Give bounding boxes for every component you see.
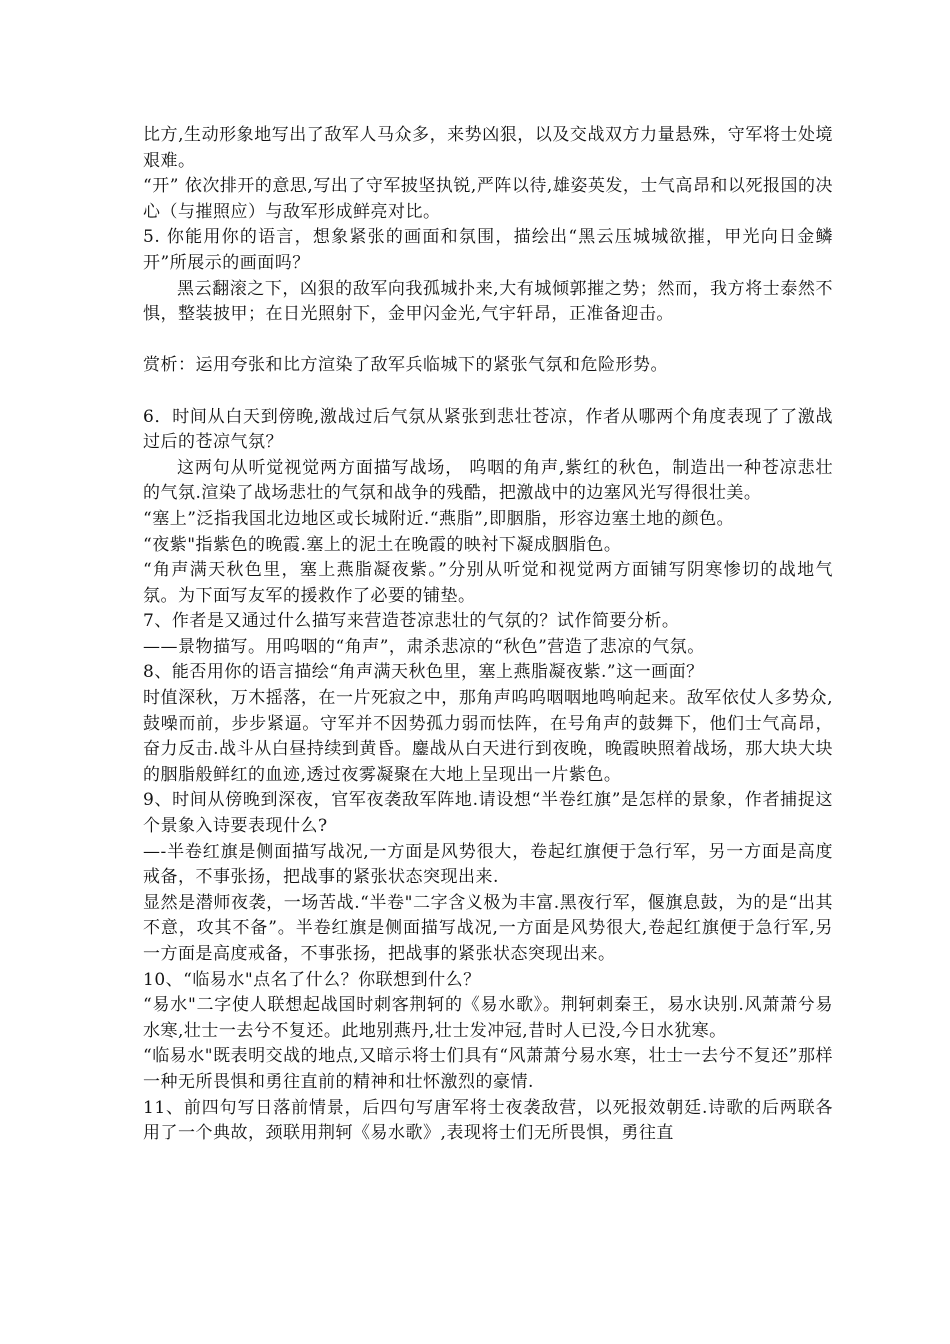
question-10: 10、“临易水"点名了什么？你联想到什么？ [143,969,481,990]
answer-7: ——景物描写。用呜咽的“角声”，肃杀悲凉的“秋色”营造了悲凉的气氛。 [143,636,705,657]
blank-line [143,328,833,354]
document-page [143,123,833,1147]
note-jiaosheng: “角声满天秋色里，塞上燕脂凝夜紫。”分别从听觉和视觉两方面铺写阴寒惨切的战地气氛。为下面写友军的援救作了必要的铺垫。 [143,560,833,606]
answer-6: 这两句从听觉视觉两方面描写战场， 呜咽的角声,紫红的秋色，制造出一种苍凉悲壮的气氛.渲染了战场悲壮的气氛和战争的残酷，把激战中的边塞风光写得很壮美。 [143,457,833,504]
question-5: 5. 你能用你的语言，想象紧张的画面和氛围，描绘出“黑云压城城欲摧，甲光向日金鳞开”所展示的画面吗？ [143,227,833,273]
question-8: 8、能否用你的语言描绘“角声满天秋色里，塞上燕脂凝夜紫.”这一画面？ [143,662,704,683]
question-7: 7、作者是又通过什么描写来营造苍凉悲壮的气氛的？试作简要分析。 [143,611,680,632]
question-9: 9、时间从傍晚到深夜，官军夜袭敌军阵地.请设想“半卷红旗”是怎样的景象，作者捕捉这个景象入诗要表现什么? [143,790,833,837]
note-banjuan: 显然是潜师夜袭，一场苦战.“半卷"二字含义极为丰富.黑夜行军，偃旗息鼓，为的是“出其不意，攻其不备”。半卷红旗是侧面描写战况,一方面是风势很大,卷起红旗便于急行军,另一方面是高度戒备，不事张扬，把战事的紧张状态突现出来。 [143,892,833,964]
question-11: 11、前四句写日落前情景，后四句写唐军将士夜袭敌营，以死报效朝廷.诗歌的后两联各用了一个典故，颈联用荆轲《易水歌》,表现将士们无所畏惧，勇往直 [143,1097,833,1144]
answer-8: 时值深秋，万木摇落，在一片死寂之中，那角声呜呜咽咽地鸣响起来。敌军依仗人多势众,鼓噪而前，步步紧逼。守军并不因势孤力弱而怯阵，在号角声的鼓舞下，他们士气高昂，奋力反击.战斗从白昼持续到黄昏。鏖战从白天进行到夜晚，晚霞映照着战场，那大块大块的胭脂般鲜红的血迹,透过夜雾凝聚在大地上呈现出一片紫色。 [143,688,833,785]
note-yezi: “夜紫"指紫色的晚霞.塞上的泥土在晚霞的映衬下凝成胭脂色。 [143,534,622,555]
blank-line [143,379,833,405]
answer-9: —-半卷红旗是侧面描写战况,一方面是风势很大，卷起红旗便于急行军，另一方面是高度戒备，不事张扬，把战事的紧张状态突现出来. [143,841,833,888]
answer-5: 黑云翻滚之下，凶狠的敌军向我孤城扑来,大有城倾郭摧之势；然而，我方将士泰然不惧，整装披甲；在日光照射下，金甲闪金光,气宇轩昂，正准备迎击。 [143,278,833,325]
note-linyishui: “临易水"既表明交战的地点,又暗示将士们具有“风萧萧兮易水寒，壮士一去兮不复还”那样一种无所畏惧和勇往直前的精神和壮怀激烈的豪情. [143,1046,833,1092]
appreciation: 赏析：运用夸张和比方渲染了敌军兵临城下的紧张气氛和危险形势。 [143,355,668,376]
paragraph-1: 比方,生动形象地写出了敌军人马众多，来势凶狠，以及交战双方力量悬殊，守军将士处境艰难。 [143,125,833,171]
paragraph-2: “开” 依次排开的意思,写出了守军披坚执锐,严阵以待,雄姿英发，士气高昂和以死报国的决心（与摧照应）与敌军形成鲜亮对比。 [143,176,833,222]
note-saishang: “塞上”泛指我国北边地区或长城附近.“燕脂”,即胭脂，形容边塞土地的颜色。 [143,508,735,529]
answer-10: “易水"二字使人联想起战国时刺客荆轲的《易水歌》。荆轲刺秦王，易水诀别.风萧萧兮易水寒,壮士一去兮不复还。此地别燕丹,壮士发冲冠,昔时人已没,今日水犹寒。 [143,995,833,1041]
question-6: 6．时间从白天到傍晚,激战过后气氛从紧张到悲壮苍凉，作者从哪两个角度表现了了激战过后的苍凉气氛？ [143,406,833,453]
